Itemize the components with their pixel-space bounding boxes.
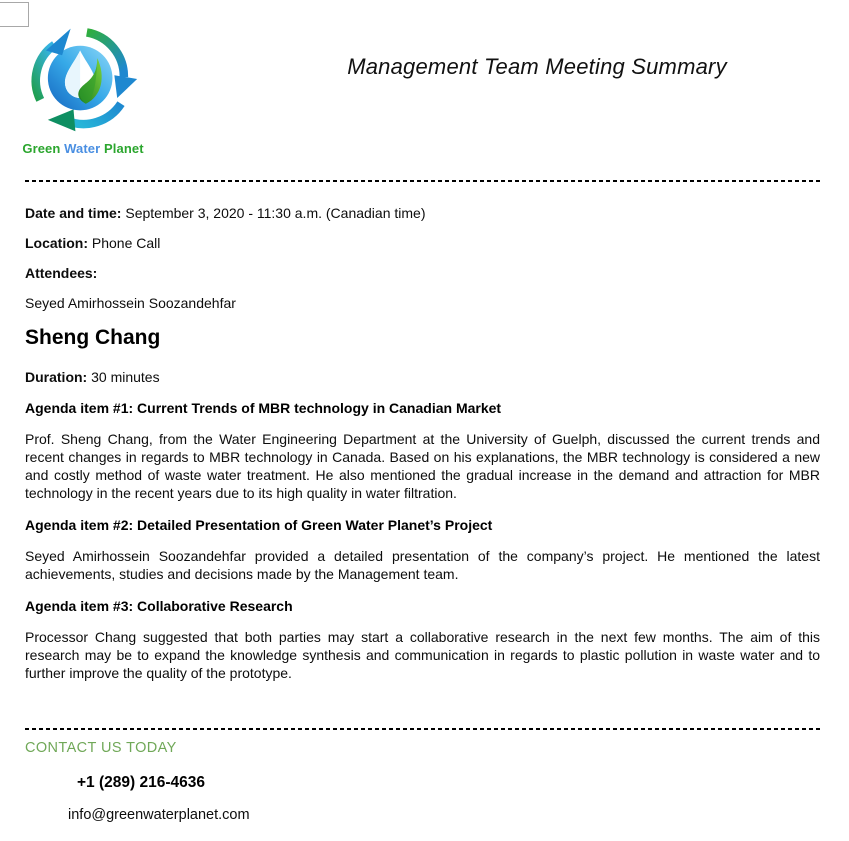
agenda-item-1-heading: Agenda item #1: Current Trends of MBR technology in Canadian Market (25, 400, 502, 416)
meta-attendees-label-line (25, 265, 820, 281)
agenda-item-3-heading: Agenda item #3: Collaborative Research (25, 598, 293, 614)
agenda-item-3 (25, 598, 820, 682)
company-logo (26, 22, 140, 136)
logo-word-green: Green (22, 141, 61, 156)
agenda-item-1 (25, 400, 820, 502)
location-label: Location: (25, 235, 88, 251)
green-water-planet-logo-icon (26, 22, 140, 136)
agenda-item-3-body: Processor Chang suggested that both parties may start a collaborative research in the next few months. The aim of this research may be to expand the knowledge synthesis and communication in regards to plastic pollution in waste water and to further improve the quality of the prototype. (25, 629, 820, 681)
contact-email-address: info@greenwaterplanet.com (68, 807, 250, 823)
document-body (25, 180, 820, 824)
agenda-item-1-body: Prof. Sheng Chang, from the Water Engineering Department at the University of Guelph, discussed the current trends and recent changes in regards to MBR technology in Canada. Based on his explanations, the MBR technology is considered a new and costly method of waste water treatment. He also mentioned the gradual increase in the demand and attraction for MBR technology in the recent years due to its high quality in water filtration. (25, 431, 820, 501)
page-title: Management Team Meeting Summary (347, 54, 727, 79)
dashed-divider-bottom (25, 728, 820, 730)
date-value: September 3, 2020 - 11:30 a.m. (Canadian time) (125, 205, 426, 221)
location-value: Phone Call (91, 235, 161, 251)
date-label: Date and time: (25, 205, 122, 221)
contact-phone-number: +1 (289) 216-4636 (77, 774, 205, 791)
attendees-label: Attendees: (25, 265, 98, 281)
logo-caption (16, 141, 150, 156)
corner-placeholder-box (0, 2, 29, 27)
agenda-item-2-body: Seyed Amirhossein Soozandehfar provided a detailed presentation of the company’s project. He mentioned the latest achievements, studies and decisions made by the Management team. (25, 548, 820, 582)
logo-word-planet: Planet (104, 141, 144, 156)
attendee-name-2: Sheng Chang (25, 326, 161, 349)
contact-us-heading: CONTACT US TODAY (25, 740, 177, 756)
attendee-name-1: Seyed Amirhossein Soozandehfar (25, 295, 236, 311)
duration-value: 30 minutes (91, 369, 160, 385)
meta-duration-line (25, 369, 820, 385)
dashed-divider-top (25, 180, 820, 182)
meta-location-line (25, 235, 820, 251)
agenda-item-2 (25, 517, 820, 583)
meta-date-line (25, 205, 820, 221)
agenda-item-2-heading: Agenda item #2: Detailed Presentation of Green Water Planet’s Project (25, 517, 493, 533)
duration-label: Duration: (25, 369, 88, 385)
logo-word-water: Water (64, 141, 101, 156)
